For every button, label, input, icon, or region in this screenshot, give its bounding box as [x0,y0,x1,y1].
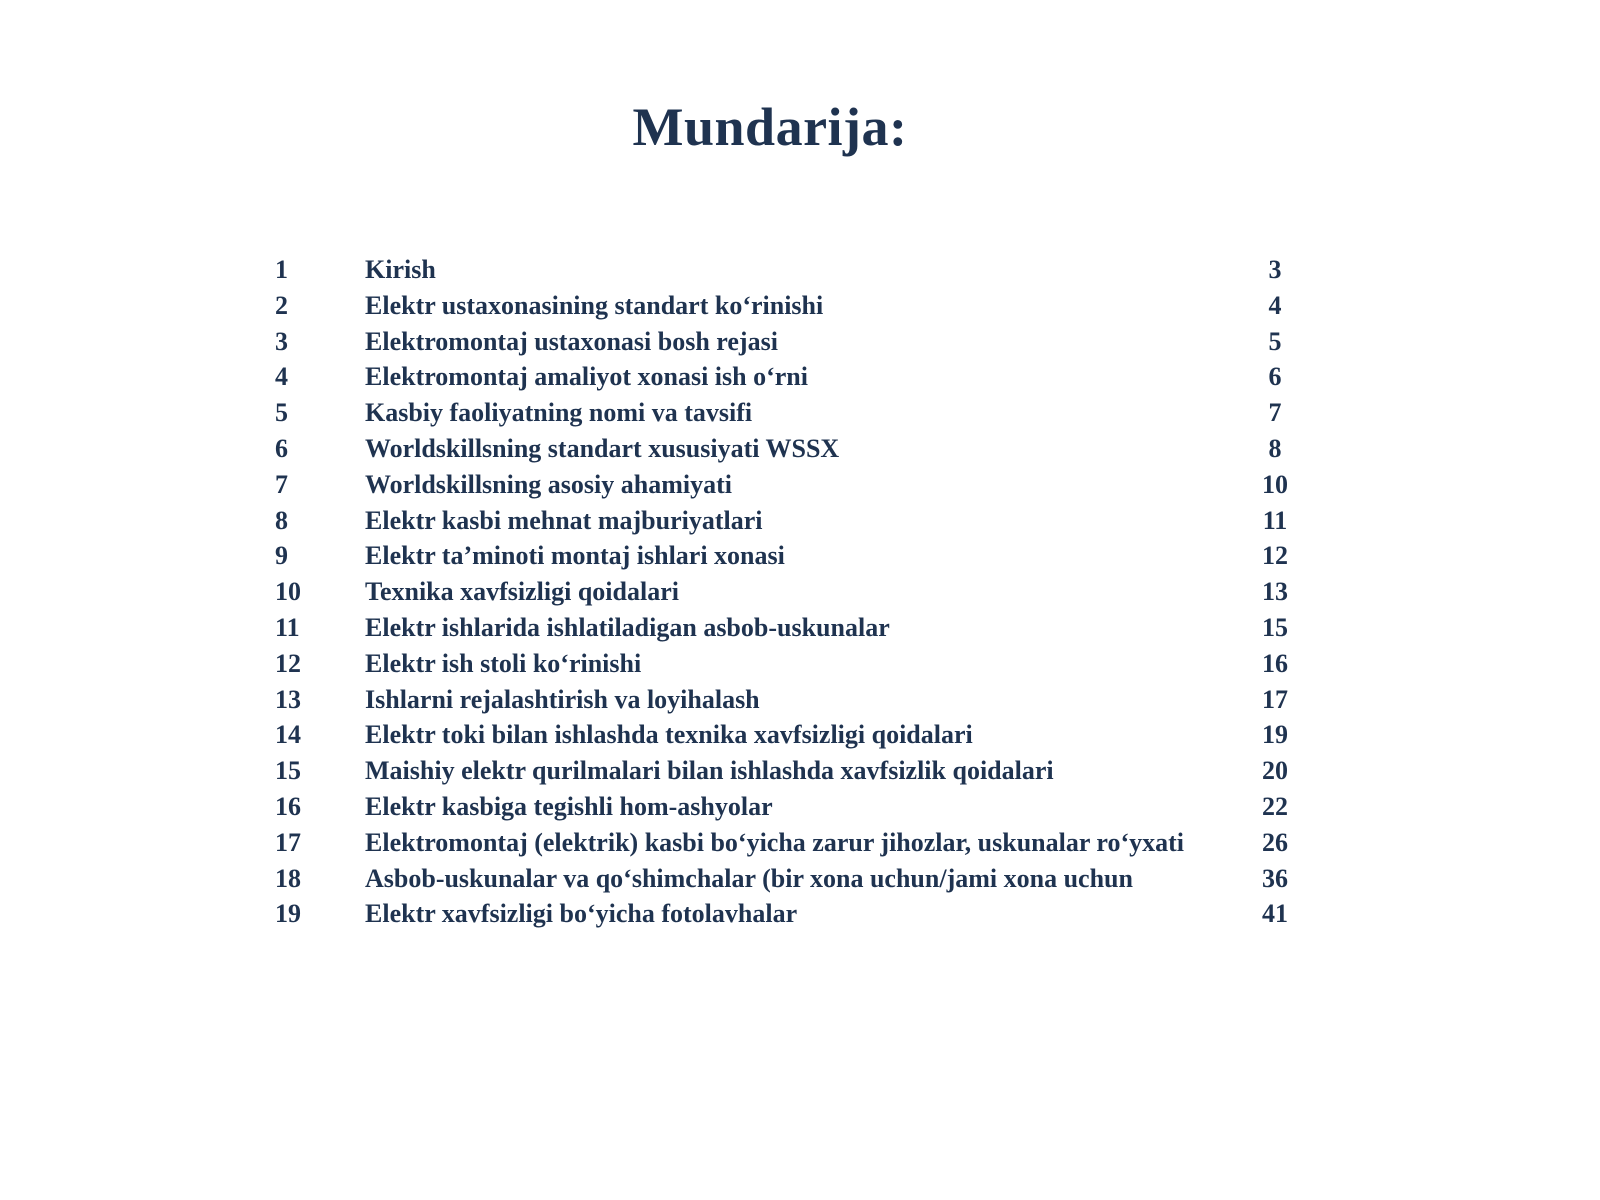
toc-number: 6 [275,433,288,463]
toc-number: 16 [275,791,301,821]
toc-number: 7 [275,469,288,499]
toc-row [275,789,1305,825]
toc-page-number: 26 [1262,827,1288,857]
toc-label: Elektr ustaxonasining standart ko‘rinishi [365,290,824,320]
toc-row [275,288,1305,324]
page-title: Mundarija: [632,97,908,157]
toc-row [275,395,1305,431]
toc-row [275,574,1305,610]
toc-number: 3 [275,326,288,356]
toc-label: Worldskillsning standart xususiyati WSSX [365,433,840,463]
toc-page-number: 19 [1262,720,1288,750]
toc-row [275,825,1305,861]
toc-number: 10 [275,577,301,607]
toc-row [275,324,1305,360]
toc-label: Elektr kasbi mehnat majburiyatlari [365,505,763,535]
toc-page-number: 17 [1262,684,1288,714]
toc-page-number: 13 [1262,577,1288,607]
toc-number: 14 [275,720,301,750]
toc-row [275,682,1305,718]
toc-page-number: 4 [1268,290,1282,320]
toc-label: Maishiy elektr qurilmalari bilan ishlashda xavfsizlik qoidalari [365,756,1054,786]
toc-row [275,896,1305,932]
toc-number: 2 [275,290,288,320]
toc-label: Elektromontaj (elektrik) kasbi bo‘yicha zarur jihozlar, uskunalar ro‘yxati [365,827,1185,857]
toc-label: Elektr kasbiga tegishli hom-ashyolar [365,791,773,821]
toc-number: 15 [275,756,301,786]
toc-page-number: 7 [1268,398,1282,428]
toc-page-number: 10 [1262,469,1288,499]
toc-row [275,753,1305,789]
toc-row [275,646,1305,682]
toc-number: 19 [275,899,301,929]
toc-label: Elektr ta’minoti montaj ishlari xonasi [365,541,785,571]
toc-label: Kasbiy faoliyatning nomi va tavsifi [365,398,753,428]
toc-row [275,503,1305,539]
toc-label: Kirish [365,255,436,284]
toc-page-number: 15 [1262,612,1288,642]
toc-row [275,610,1305,646]
toc-label: Elektr toki bilan ishlashda texnika xavfsizligi qoidalari [365,720,973,750]
toc-number: 12 [275,648,301,678]
toc-page-number: 8 [1268,433,1282,463]
toc-number: 13 [275,684,301,714]
toc-number: 18 [275,863,301,893]
toc-page-number: 20 [1262,756,1288,786]
toc-row [275,359,1305,395]
toc-label: Ishlarni rejalashtirish va loyihalash [365,684,760,714]
toc-row [275,252,1305,288]
table-of-contents [275,252,1305,932]
toc-number: 17 [275,827,301,857]
toc-number: 9 [275,541,288,571]
toc-page-number: 22 [1262,791,1288,821]
toc-label: Texnika xavfsizligi qoidalari [365,577,679,607]
toc-page-number: 6 [1268,362,1282,392]
toc-label: Asbob-uskunalar va qo‘shimchalar (bir xona uchun/jami xona uchun [365,863,1133,893]
toc-page-number: 16 [1262,648,1288,678]
toc-label: Elektr ishlarida ishlatiladigan asbob-uskunalar [365,612,890,642]
toc-page-number: 5 [1268,326,1282,356]
toc-page-number: 36 [1262,863,1288,893]
toc-number: 11 [275,612,300,642]
toc-page-number: 11 [1262,505,1288,535]
toc-row [275,538,1305,574]
toc-page-number: 41 [1262,899,1288,929]
toc-page-number: 3 [1268,255,1282,284]
toc-label: Elektromontaj amaliyot xonasi ish o‘rni [365,362,808,392]
toc-label: Elektr xavfsizligi bo‘yicha fotolavhalar [365,899,798,929]
toc-row [275,431,1305,467]
toc-number: 8 [275,505,288,535]
toc-label: Elektr ish stoli ko‘rinishi [365,648,642,678]
toc-number: 4 [275,362,288,392]
toc-row [275,861,1305,897]
toc-label: Worldskillsning asosiy ahamiyati [365,469,732,499]
toc-page-number: 12 [1262,541,1288,571]
toc-number: 5 [275,398,288,428]
toc-row [275,467,1305,503]
toc-row [275,717,1305,753]
toc-label: Elektromontaj ustaxonasi bosh rejasi [365,326,778,356]
toc-number: 1 [275,255,288,284]
